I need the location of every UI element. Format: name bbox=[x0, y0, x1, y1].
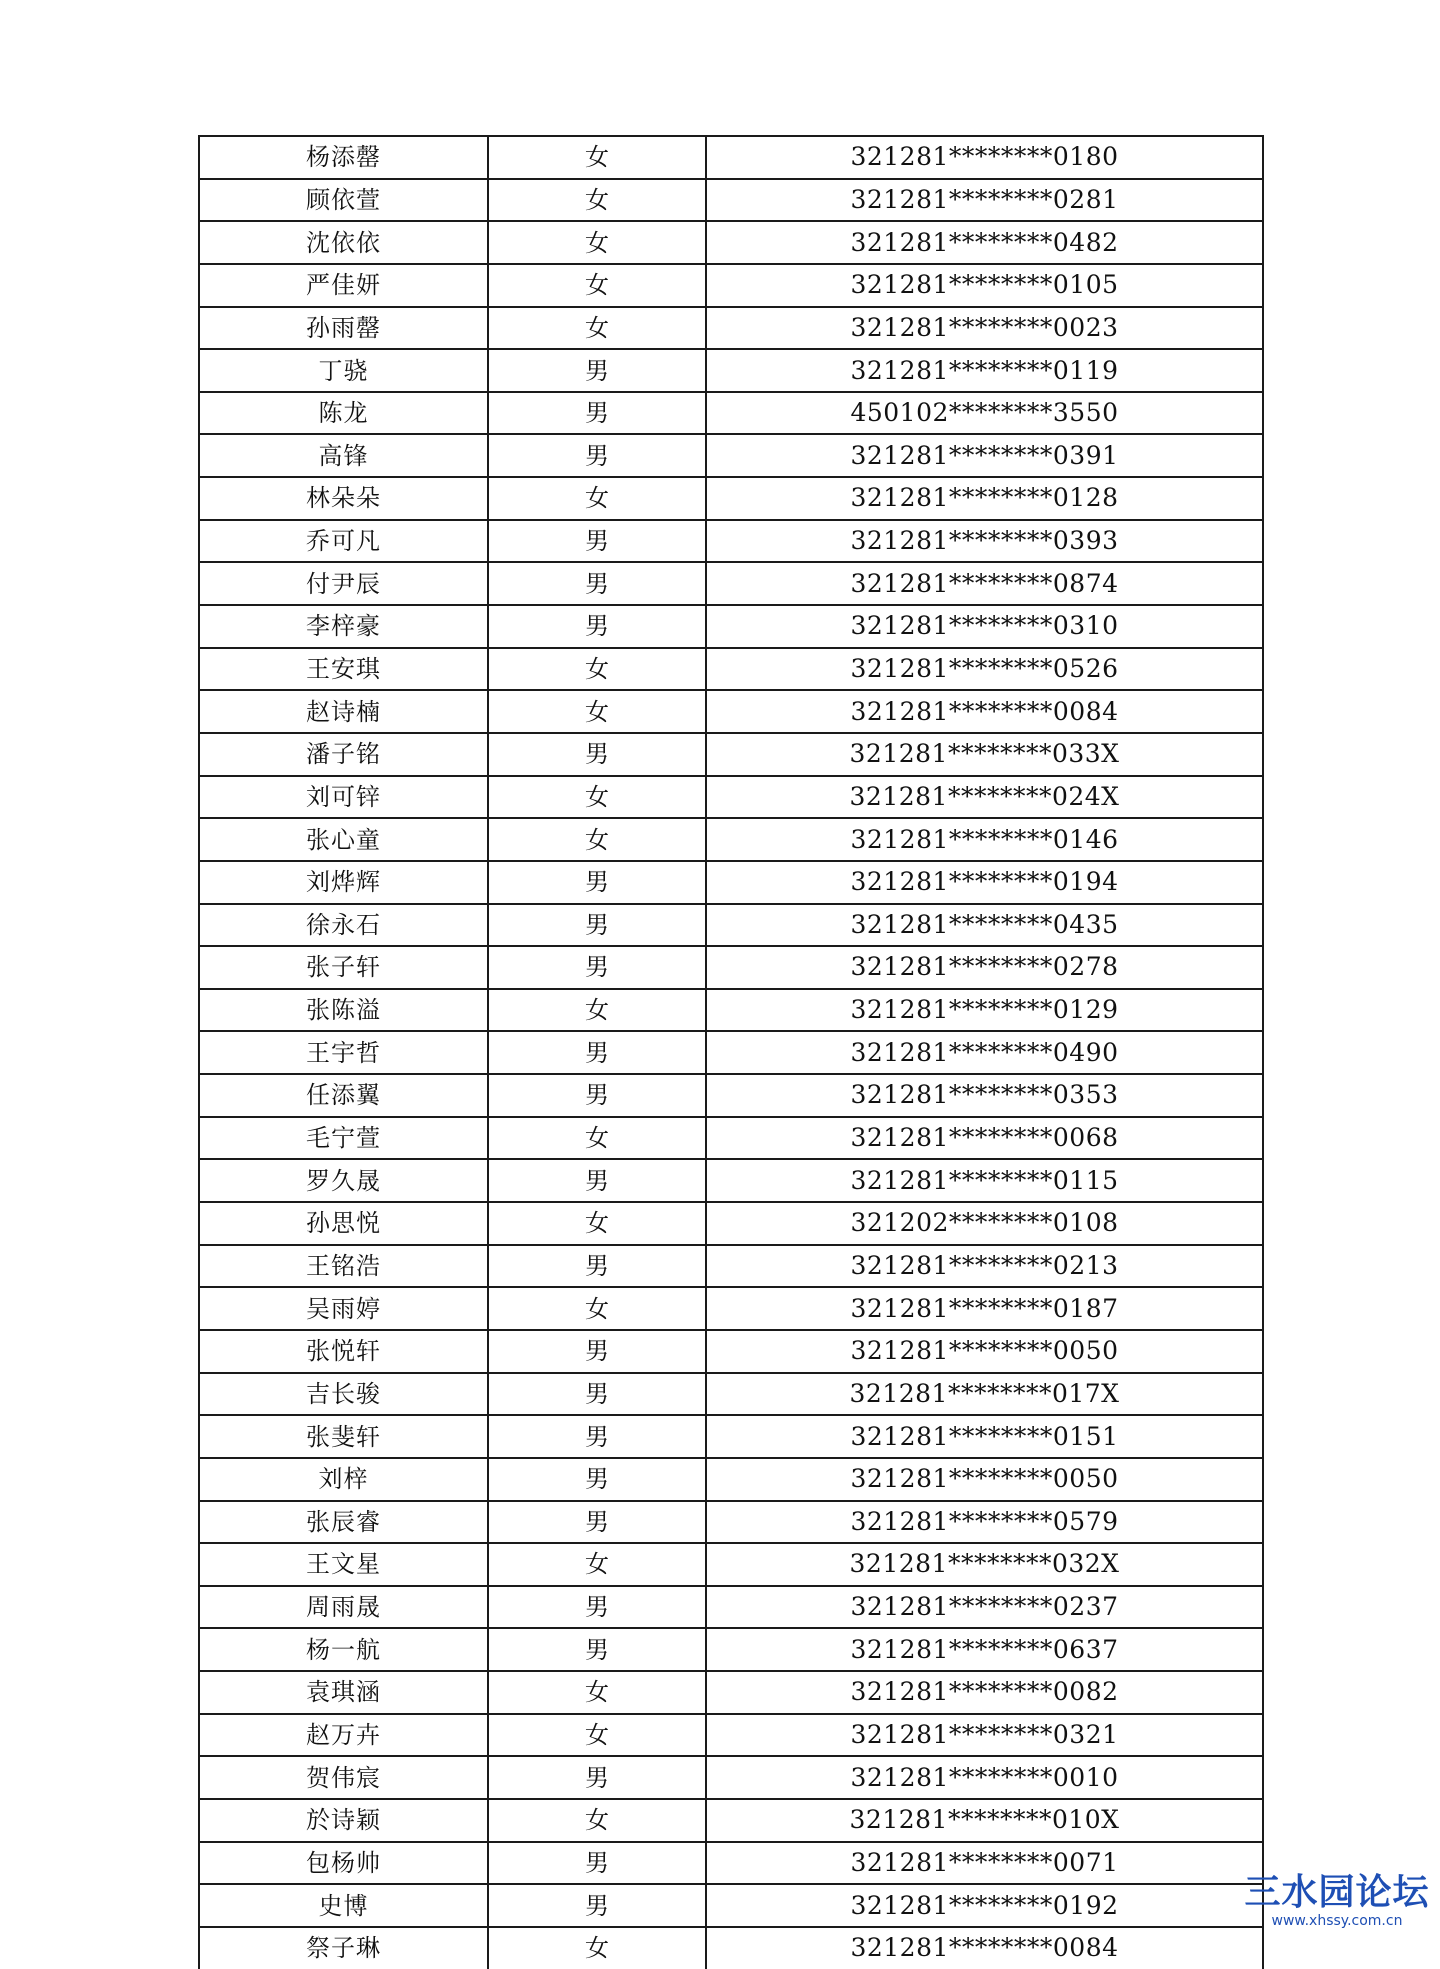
name-cell: 李梓豪 bbox=[199, 605, 488, 648]
sex-cell: 男 bbox=[488, 1756, 706, 1799]
sex-cell: 男 bbox=[488, 733, 706, 776]
id-number-cell: 321281********0128 bbox=[706, 477, 1263, 520]
name-cell: 张悦轩 bbox=[199, 1330, 488, 1373]
table-row bbox=[199, 861, 1263, 904]
id-number-cell: 321281********0050 bbox=[706, 1458, 1263, 1501]
table-row bbox=[199, 1586, 1263, 1629]
name-cell: 张陈溢 bbox=[199, 989, 488, 1032]
id-number-cell: 450102********3550 bbox=[706, 392, 1263, 435]
id-number-cell: 321281********0068 bbox=[706, 1117, 1263, 1160]
id-number-cell: 321281********0180 bbox=[706, 136, 1263, 179]
sex-cell: 女 bbox=[488, 1671, 706, 1714]
table-row bbox=[199, 1543, 1263, 1586]
sex-cell: 男 bbox=[488, 1415, 706, 1458]
name-cell: 乔可凡 bbox=[199, 520, 488, 563]
sex-cell: 女 bbox=[488, 1927, 706, 1969]
id-number-cell: 321281********0071 bbox=[706, 1842, 1263, 1885]
name-cell: 张心童 bbox=[199, 818, 488, 861]
name-cell: 孙雨罄 bbox=[199, 307, 488, 350]
name-cell: 沈依依 bbox=[199, 221, 488, 264]
name-cell: 刘梓 bbox=[199, 1458, 488, 1501]
table-row bbox=[199, 776, 1263, 819]
sex-cell: 男 bbox=[488, 1458, 706, 1501]
id-number-cell: 321281********0237 bbox=[706, 1586, 1263, 1629]
name-cell: 周雨晟 bbox=[199, 1586, 488, 1629]
table-row bbox=[199, 1117, 1263, 1160]
name-cell: 严佳妍 bbox=[199, 264, 488, 307]
id-number-cell: 321281********0084 bbox=[706, 1927, 1263, 1969]
name-cell: 罗久晟 bbox=[199, 1159, 488, 1202]
name-cell: 陈龙 bbox=[199, 392, 488, 435]
table-row bbox=[199, 562, 1263, 605]
name-cell: 潘子铭 bbox=[199, 733, 488, 776]
name-cell: 吴雨婷 bbox=[199, 1287, 488, 1330]
table-row bbox=[199, 1927, 1263, 1969]
sex-cell: 男 bbox=[488, 904, 706, 947]
table-row bbox=[199, 1501, 1263, 1544]
id-number-cell: 321281********0579 bbox=[706, 1501, 1263, 1544]
table-row bbox=[199, 179, 1263, 222]
sex-cell: 男 bbox=[488, 1330, 706, 1373]
sex-cell: 男 bbox=[488, 434, 706, 477]
sex-cell: 男 bbox=[488, 1501, 706, 1544]
table-row bbox=[199, 1245, 1263, 1288]
sex-cell: 男 bbox=[488, 1373, 706, 1416]
sex-cell: 女 bbox=[488, 307, 706, 350]
name-cell: 於诗颖 bbox=[199, 1799, 488, 1842]
id-number-cell: 321281********0187 bbox=[706, 1287, 1263, 1330]
sex-cell: 女 bbox=[488, 477, 706, 520]
sex-cell: 女 bbox=[488, 989, 706, 1032]
name-cell: 祭子琳 bbox=[199, 1927, 488, 1969]
id-number-cell: 321281********0082 bbox=[706, 1671, 1263, 1714]
id-number-cell: 321202********0108 bbox=[706, 1202, 1263, 1245]
table-row bbox=[199, 989, 1263, 1032]
id-number-cell: 321281********0050 bbox=[706, 1330, 1263, 1373]
sex-cell: 女 bbox=[488, 818, 706, 861]
name-cell: 刘烨辉 bbox=[199, 861, 488, 904]
name-cell: 林朵朵 bbox=[199, 477, 488, 520]
id-number-cell: 321281********0321 bbox=[706, 1714, 1263, 1757]
id-number-cell: 321281********0105 bbox=[706, 264, 1263, 307]
id-number-cell: 321281********033X bbox=[706, 733, 1263, 776]
sex-cell: 女 bbox=[488, 264, 706, 307]
name-cell: 贺伟宸 bbox=[199, 1756, 488, 1799]
roster-table-body bbox=[199, 136, 1263, 1969]
name-cell: 王文星 bbox=[199, 1543, 488, 1586]
table-row bbox=[199, 818, 1263, 861]
name-cell: 任添翼 bbox=[199, 1074, 488, 1117]
id-number-cell: 321281********0192 bbox=[706, 1884, 1263, 1927]
sex-cell: 女 bbox=[488, 1117, 706, 1160]
table-row bbox=[199, 690, 1263, 733]
watermark-title: 三水园论坛 bbox=[1244, 1872, 1430, 1913]
id-number-cell: 321281********0115 bbox=[706, 1159, 1263, 1202]
name-cell: 王宇哲 bbox=[199, 1031, 488, 1074]
id-number-cell: 321281********0129 bbox=[706, 989, 1263, 1032]
table-row bbox=[199, 946, 1263, 989]
sex-cell: 男 bbox=[488, 1159, 706, 1202]
table-row bbox=[199, 1842, 1263, 1885]
table-row bbox=[199, 733, 1263, 776]
name-cell: 赵万卉 bbox=[199, 1714, 488, 1757]
id-number-cell: 321281********0010 bbox=[706, 1756, 1263, 1799]
sex-cell: 男 bbox=[488, 349, 706, 392]
sex-cell: 男 bbox=[488, 562, 706, 605]
sex-cell: 女 bbox=[488, 1799, 706, 1842]
sex-cell: 男 bbox=[488, 1031, 706, 1074]
id-number-cell: 321281********0391 bbox=[706, 434, 1263, 477]
id-number-cell: 321281********032X bbox=[706, 1543, 1263, 1586]
table-row bbox=[199, 1458, 1263, 1501]
name-cell: 丁骁 bbox=[199, 349, 488, 392]
id-number-cell: 321281********0393 bbox=[706, 520, 1263, 563]
id-number-cell: 321281********0146 bbox=[706, 818, 1263, 861]
sex-cell: 女 bbox=[488, 136, 706, 179]
table-row bbox=[199, 1884, 1263, 1927]
watermark-url: www.xhssy.com.cn bbox=[1271, 1913, 1403, 1929]
name-cell: 包杨帅 bbox=[199, 1842, 488, 1885]
name-cell: 杨一航 bbox=[199, 1628, 488, 1671]
name-cell: 袁琪涵 bbox=[199, 1671, 488, 1714]
sex-cell: 女 bbox=[488, 648, 706, 691]
table-row bbox=[199, 307, 1263, 350]
id-number-cell: 321281********0310 bbox=[706, 605, 1263, 648]
table-row bbox=[199, 349, 1263, 392]
sex-cell: 男 bbox=[488, 1884, 706, 1927]
watermark-logo bbox=[1242, 1873, 1432, 1929]
name-cell: 史博 bbox=[199, 1884, 488, 1927]
sex-cell: 女 bbox=[488, 179, 706, 222]
sex-cell: 女 bbox=[488, 690, 706, 733]
table-row bbox=[199, 1373, 1263, 1416]
sex-cell: 女 bbox=[488, 1714, 706, 1757]
table-row bbox=[199, 477, 1263, 520]
table-row bbox=[199, 1756, 1263, 1799]
name-cell: 徐永石 bbox=[199, 904, 488, 947]
name-cell: 高锋 bbox=[199, 434, 488, 477]
table-row bbox=[199, 1799, 1263, 1842]
sex-cell: 男 bbox=[488, 1245, 706, 1288]
table-row bbox=[199, 1074, 1263, 1117]
id-number-cell: 321281********0119 bbox=[706, 349, 1263, 392]
sex-cell: 男 bbox=[488, 605, 706, 648]
table-row bbox=[199, 1330, 1263, 1373]
id-number-cell: 321281********0281 bbox=[706, 179, 1263, 222]
sex-cell: 男 bbox=[488, 520, 706, 563]
table-row bbox=[199, 221, 1263, 264]
id-number-cell: 321281********0526 bbox=[706, 648, 1263, 691]
name-cell: 刘可锌 bbox=[199, 776, 488, 819]
sex-cell: 女 bbox=[488, 1202, 706, 1245]
name-cell: 杨添罄 bbox=[199, 136, 488, 179]
name-cell: 赵诗楠 bbox=[199, 690, 488, 733]
table-row bbox=[199, 904, 1263, 947]
roster-table bbox=[198, 135, 1264, 1969]
id-number-cell: 321281********0637 bbox=[706, 1628, 1263, 1671]
id-number-cell: 321281********0278 bbox=[706, 946, 1263, 989]
sex-cell: 女 bbox=[488, 1287, 706, 1330]
id-number-cell: 321281********0194 bbox=[706, 861, 1263, 904]
id-number-cell: 321281********0435 bbox=[706, 904, 1263, 947]
table-row bbox=[199, 1202, 1263, 1245]
table-row bbox=[199, 648, 1263, 691]
id-number-cell: 321281********0482 bbox=[706, 221, 1263, 264]
name-cell: 孙思悦 bbox=[199, 1202, 488, 1245]
name-cell: 毛宁萱 bbox=[199, 1117, 488, 1160]
name-cell: 顾依萱 bbox=[199, 179, 488, 222]
name-cell: 付尹辰 bbox=[199, 562, 488, 605]
table-row bbox=[199, 1628, 1263, 1671]
name-cell: 张辰睿 bbox=[199, 1501, 488, 1544]
name-cell: 王安琪 bbox=[199, 648, 488, 691]
id-number-cell: 321281********0151 bbox=[706, 1415, 1263, 1458]
id-number-cell: 321281********0490 bbox=[706, 1031, 1263, 1074]
table-row bbox=[199, 136, 1263, 179]
sex-cell: 男 bbox=[488, 1842, 706, 1885]
name-cell: 张子轩 bbox=[199, 946, 488, 989]
table-row bbox=[199, 1415, 1263, 1458]
table-row bbox=[199, 1159, 1263, 1202]
id-number-cell: 321281********0084 bbox=[706, 690, 1263, 733]
sex-cell: 女 bbox=[488, 221, 706, 264]
table-row bbox=[199, 1287, 1263, 1330]
table-row bbox=[199, 520, 1263, 563]
name-cell: 吉长骏 bbox=[199, 1373, 488, 1416]
id-number-cell: 321281********0874 bbox=[706, 562, 1263, 605]
sex-cell: 男 bbox=[488, 1586, 706, 1629]
table-row bbox=[199, 1714, 1263, 1757]
id-number-cell: 321281********017X bbox=[706, 1373, 1263, 1416]
name-cell: 张斐轩 bbox=[199, 1415, 488, 1458]
id-number-cell: 321281********0023 bbox=[706, 307, 1263, 350]
table-row bbox=[199, 1671, 1263, 1714]
name-cell: 王铭浩 bbox=[199, 1245, 488, 1288]
sex-cell: 男 bbox=[488, 1628, 706, 1671]
sex-cell: 女 bbox=[488, 1543, 706, 1586]
id-number-cell: 321281********024X bbox=[706, 776, 1263, 819]
sex-cell: 男 bbox=[488, 1074, 706, 1117]
sex-cell: 男 bbox=[488, 861, 706, 904]
id-number-cell: 321281********0353 bbox=[706, 1074, 1263, 1117]
table-row bbox=[199, 1031, 1263, 1074]
table-row bbox=[199, 434, 1263, 477]
table-row bbox=[199, 264, 1263, 307]
id-number-cell: 321281********010X bbox=[706, 1799, 1263, 1842]
sex-cell: 女 bbox=[488, 776, 706, 819]
sex-cell: 男 bbox=[488, 946, 706, 989]
id-number-cell: 321281********0213 bbox=[706, 1245, 1263, 1288]
table-row bbox=[199, 392, 1263, 435]
table-row bbox=[199, 605, 1263, 648]
sex-cell: 男 bbox=[488, 392, 706, 435]
